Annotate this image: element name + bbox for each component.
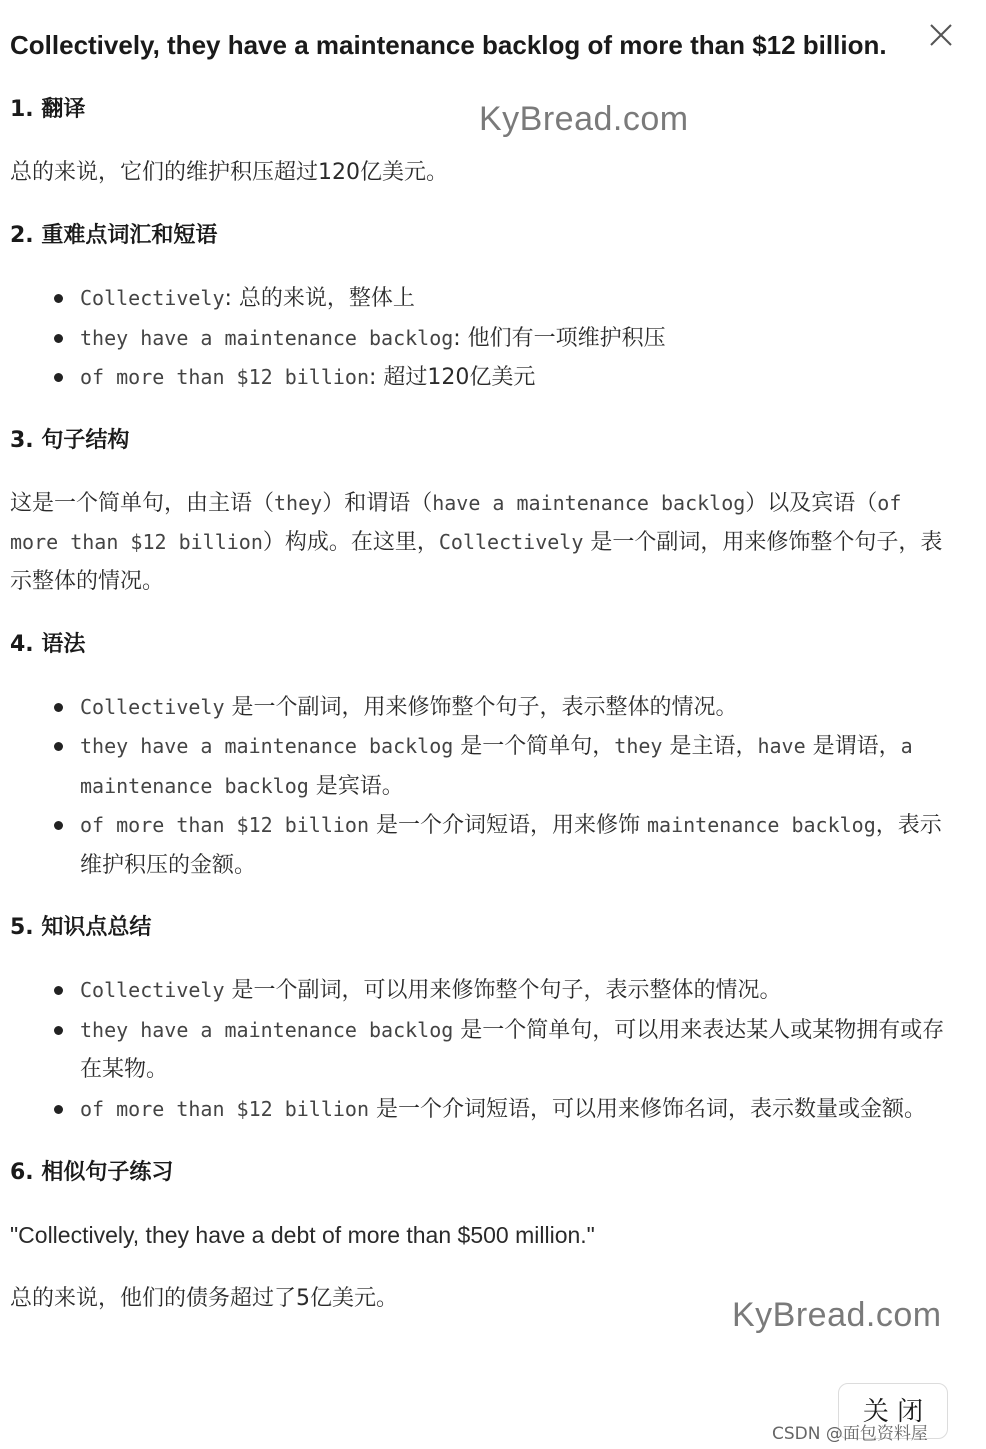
bullet-icon (54, 334, 63, 343)
grammar-term: they (614, 734, 663, 758)
practice-sentence: "Collectively, they have a debt of more than $500 million." (10, 1222, 595, 1248)
grammar-note: 是谓语， (805, 734, 901, 759)
grammar-term: they have a maintenance backlog (80, 734, 454, 758)
list-item (80, 1090, 950, 1130)
watermark: KyBread.com (732, 1296, 942, 1334)
list-item (80, 971, 950, 1011)
grammar-term: have (757, 734, 806, 758)
dialog-title: Collectively, they have a maintenance backlog of more than $12 billion. (10, 30, 887, 60)
structure-code: they (274, 490, 323, 515)
grammar-term: a maintenance backlog (80, 734, 913, 798)
grammar-note: ，表示维护积压的金额。 (80, 813, 942, 878)
section-heading-practice: 6. 相似句子练习 (10, 1160, 174, 1185)
list-item (80, 806, 950, 885)
section-heading-summary: 5. 知识点总结 (10, 915, 152, 940)
vocab-meaning: : 总的来说，整体上 (224, 286, 415, 311)
list-item (80, 279, 950, 319)
bullet-icon (54, 742, 63, 751)
structure-text-part: ）构成。在这里， (262, 529, 439, 555)
structure-text-part: ）和谓语（ (322, 490, 433, 516)
bullet-icon (54, 821, 63, 830)
bullet-icon (54, 1105, 63, 1114)
grammar-note: 是一个介词短语，用来修饰 (368, 813, 647, 838)
structure-text (10, 484, 950, 601)
list-item (80, 319, 950, 359)
section-heading-vocab: 2. 重难点词汇和短语 (10, 223, 218, 248)
structure-text-part: 这是一个简单句，由主语（ (10, 490, 275, 516)
structure-code: Collectively (438, 529, 584, 554)
vocab-meaning: : 超过120亿美元 (368, 365, 536, 390)
grammar-term: Collectively (80, 694, 225, 719)
bullet-icon (54, 986, 63, 995)
grammar-term: of more than $12 billion (80, 813, 369, 837)
structure-code: of more than $12 billion (10, 490, 902, 554)
list-item (80, 688, 950, 728)
bullet-icon (54, 294, 63, 303)
summary-note: 是一个副词，可以用来修饰整个句子，表示整体的情况。 (224, 978, 782, 1003)
footer-credit: CSDN @面包资料屋 (772, 1424, 928, 1444)
vocab-term: Collectively (80, 286, 225, 310)
vocab-list (10, 279, 950, 398)
list-item (80, 727, 950, 806)
section-heading-grammar: 4. 语法 (10, 631, 86, 657)
practice-translation: 总的来说，他们的债务超过了5亿美元。 (10, 1286, 398, 1311)
grammar-note: 是一个副词，用来修饰整个句子，表示整体的情况。 (224, 694, 738, 720)
grammar-note: 是主语， (662, 734, 758, 759)
section-heading-structure: 3. 句子结构 (10, 427, 130, 453)
grammar-term: maintenance backlog (646, 813, 876, 837)
dialog-content (10, 90, 950, 1318)
summary-note: 是一个简单句，可以用来表达某人或某物拥有或存在某物。 (80, 1017, 945, 1082)
list-item (80, 1011, 950, 1090)
bullet-icon (54, 703, 63, 712)
bullet-icon (54, 373, 63, 382)
close-icon[interactable] (926, 20, 956, 50)
vocab-meaning: : 他们有一项维护积压 (453, 325, 666, 351)
summary-note: 是一个介词短语，可以用来修饰名词，表示数量或金额。 (368, 1096, 926, 1122)
grammar-list (10, 688, 950, 886)
close-button[interactable]: 关 闭 (838, 1383, 948, 1439)
summary-term: Collectively (80, 978, 225, 1002)
structure-code: have a maintenance backlog (432, 490, 746, 515)
grammar-note: 是宾语。 (308, 773, 404, 799)
vocab-term: of more than $12 billion (80, 365, 369, 389)
watermark: KyBread.com (479, 100, 689, 138)
summary-term: they have a maintenance backlog (80, 1017, 454, 1042)
section-heading-translation: 1. 翻译 (10, 97, 86, 122)
structure-text-part: ）以及宾语（ (745, 490, 878, 516)
list-item (80, 358, 950, 398)
structure-text-part: 是一个副词，用来修饰整个句子，表示整体的情况。 (10, 529, 943, 594)
summary-list (10, 971, 950, 1129)
grammar-note: 是一个简单句， (453, 734, 615, 759)
bullet-icon (54, 1026, 63, 1035)
summary-term: of more than $12 billion (80, 1096, 369, 1121)
vocab-term: they have a maintenance backlog (80, 325, 454, 350)
translation-text: 总的来说，它们的维护积压超过120亿美元。 (10, 160, 448, 185)
